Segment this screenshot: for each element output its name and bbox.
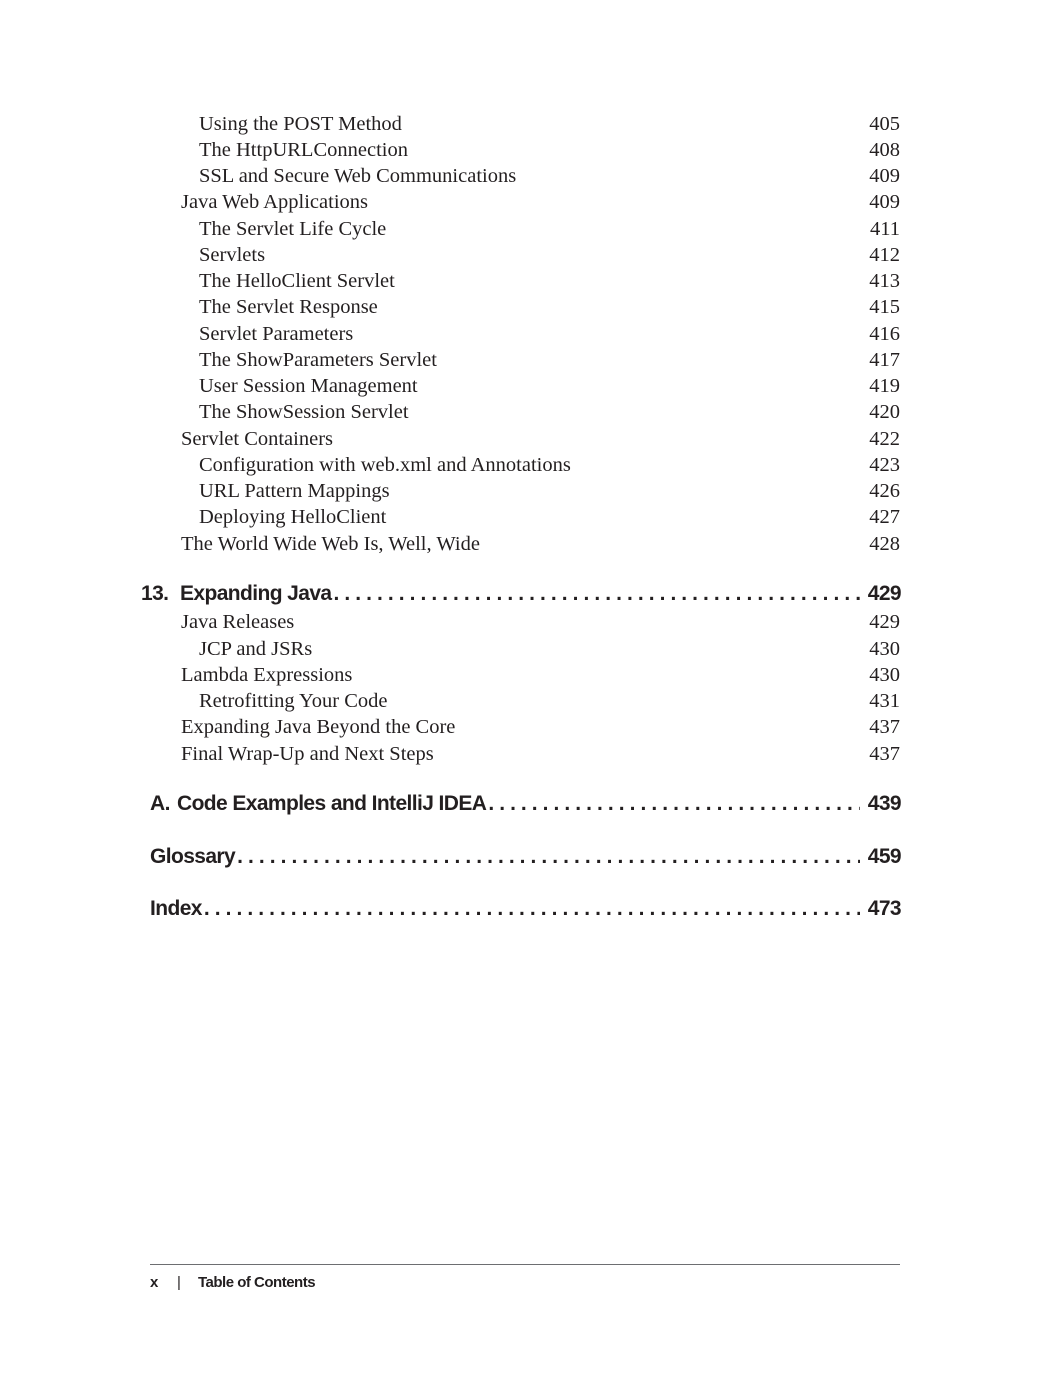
toc-entry-page: 419 <box>869 375 900 397</box>
toc-entry-title[interactable]: Using the POST Method <box>199 113 402 135</box>
toc-entry-title[interactable]: Servlet Containers <box>181 428 334 450</box>
folio-page-number: x <box>150 1274 158 1291</box>
toc-entry-title[interactable]: Expanding Java Beyond the Core <box>181 716 456 738</box>
toc-entry-page: 431 <box>869 690 900 712</box>
toc-entry-page: 437 <box>869 716 900 738</box>
appendix-letter: A. <box>150 792 170 815</box>
toc-index[interactable] <box>150 895 901 923</box>
toc-entry-page: 426 <box>869 480 900 502</box>
toc-entry-title[interactable]: URL Pattern Mappings <box>199 480 390 502</box>
toc-entry-title[interactable]: Java Releases <box>181 611 295 633</box>
toc-glossary[interactable] <box>150 843 901 871</box>
glossary-page: 459 <box>867 845 901 868</box>
toc-entry-title[interactable]: Lambda Expressions <box>181 664 353 686</box>
glossary-title: Glossary <box>150 845 236 868</box>
footer-rule <box>150 1264 900 1265</box>
toc-entry-title[interactable]: The ShowParameters Servlet <box>199 349 437 371</box>
running-footer-title: Table of Contents <box>198 1274 316 1291</box>
toc-entry-page: 405 <box>869 113 900 135</box>
toc-entry-title[interactable]: Configuration with web.xml and Annotations <box>199 454 571 476</box>
toc-entry-page: 428 <box>869 533 900 555</box>
toc-entry-title[interactable]: Servlets <box>199 244 266 266</box>
toc-entry-title[interactable]: The World Wide Web Is, Well, Wide <box>181 533 480 555</box>
toc-entry-title[interactable]: The HttpURLConnection <box>199 139 408 161</box>
toc-entry-title[interactable]: Retrofitting Your Code <box>199 690 388 712</box>
toc-entry-page: 422 <box>869 428 900 450</box>
toc-entry-page: 427 <box>869 506 900 528</box>
toc-entry-title[interactable]: Deploying HelloClient <box>199 506 387 528</box>
toc-entry-page: 417 <box>869 349 900 371</box>
toc-entry-title[interactable]: JCP and JSRs <box>199 638 313 660</box>
toc-entry-title[interactable]: SSL and Secure Web Communications <box>199 165 517 187</box>
index-title: Index <box>150 897 202 920</box>
toc-entry-title[interactable]: Java Web Applications <box>181 191 368 213</box>
toc-chapter-13[interactable] <box>141 580 901 608</box>
index-page: 473 <box>867 897 901 920</box>
toc-entry-title[interactable]: The Servlet Response <box>199 296 378 318</box>
toc-entry-page: 430 <box>869 638 900 660</box>
toc-entry-page: 412 <box>869 244 900 266</box>
toc-entry-title[interactable]: The HelloClient Servlet <box>199 270 395 292</box>
toc-entry-title[interactable]: User Session Management <box>199 375 418 397</box>
dot-leader <box>204 895 860 923</box>
toc-entry-page: 415 <box>869 296 900 318</box>
toc-entry-page: 420 <box>869 401 900 423</box>
toc-entry-title[interactable]: Servlet Parameters <box>199 323 354 345</box>
chapter-number: 13. <box>141 582 169 605</box>
toc-entry-title[interactable]: Final Wrap-Up and Next Steps <box>181 743 434 765</box>
toc-entry-page: 423 <box>869 454 900 476</box>
appendix-title: Code Examples and IntelliJ IDEA <box>177 792 487 815</box>
toc-entry-page: 429 <box>869 611 900 633</box>
toc-entry-title[interactable]: The Servlet Life Cycle <box>199 218 387 240</box>
toc-appendix-a[interactable] <box>150 790 901 818</box>
toc-entry-page: 408 <box>869 139 900 161</box>
toc-entry-page: 409 <box>869 191 900 213</box>
footer-separator: | <box>177 1274 181 1291</box>
dot-leader <box>237 843 860 871</box>
toc-entry-title[interactable]: The ShowSession Servlet <box>199 401 409 423</box>
toc-entry-page: 409 <box>869 165 900 187</box>
dot-leader <box>488 790 859 818</box>
toc-entry-page: 416 <box>869 323 900 345</box>
appendix-page: 439 <box>867 792 901 815</box>
toc-entry-page: 430 <box>869 664 900 686</box>
chapter-page: 429 <box>867 582 901 605</box>
toc-entry-page: 413 <box>869 270 900 292</box>
toc-entry-page: 437 <box>869 743 900 765</box>
dot-leader <box>334 580 860 608</box>
chapter-title: Expanding Java <box>180 582 332 605</box>
toc-entry-page: 411 <box>870 218 900 240</box>
